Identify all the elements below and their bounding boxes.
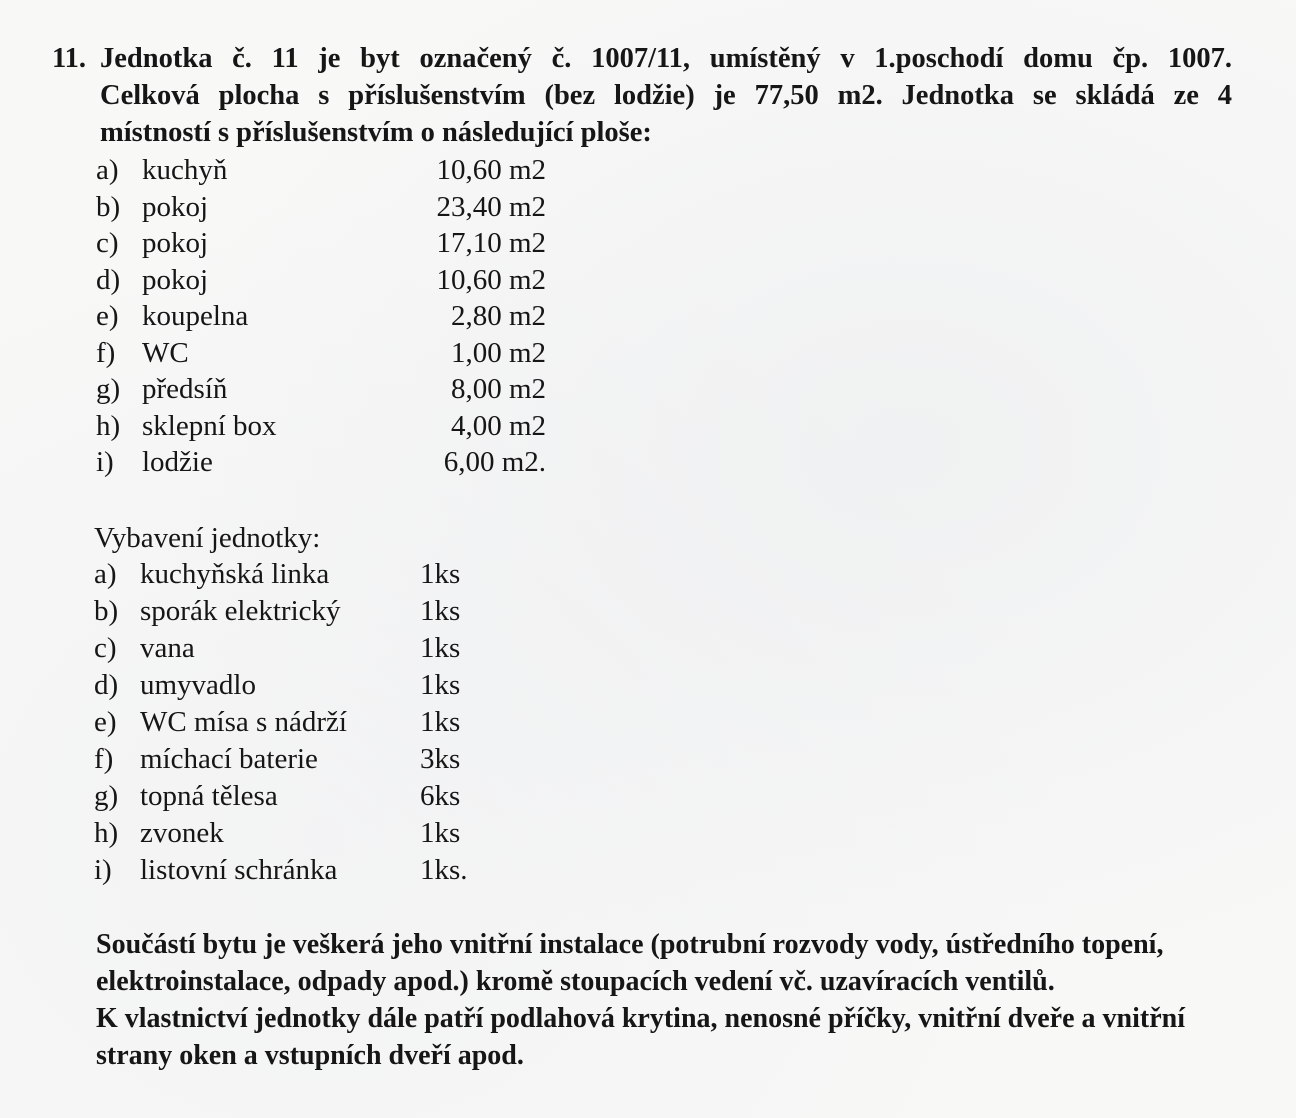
equipment-qty: 1ks xyxy=(420,706,461,738)
item-number: 11. xyxy=(52,43,87,74)
room-label: d) xyxy=(96,263,121,296)
equipment-qty: 1ks xyxy=(420,632,461,664)
equipment-name: umyvadlo xyxy=(140,669,256,701)
room-area: 2,80 m2 xyxy=(450,300,546,332)
intro-line-2: Celková plocha s příslušenstvím (bez lodžie) je 77,50 m2. Jednotka se skládá ze 4 xyxy=(100,80,1232,111)
room-area: 8,00 m2 xyxy=(450,373,546,405)
room-name: pokoj xyxy=(142,227,209,259)
equipment-label: g) xyxy=(94,780,119,812)
equipment-label: e) xyxy=(94,706,117,738)
room-label: c) xyxy=(96,227,119,259)
equipment-name: zvonek xyxy=(140,817,224,849)
equipment-label: c) xyxy=(94,632,117,664)
equipment-qty: 1ks. xyxy=(420,854,468,886)
room-name: sklepní box xyxy=(142,409,277,442)
room-area: 4,00 m2 xyxy=(450,409,546,442)
room-name: kuchyň xyxy=(142,154,228,186)
closing-paragraph xyxy=(96,926,1232,1074)
equipment-name: kuchyňská linka xyxy=(140,558,330,590)
closing-line-4: strany oken a vstupních dveří apod. xyxy=(96,1040,524,1071)
equipment-name: sporák elektrický xyxy=(140,595,341,627)
closing-line-3: K vlastnictví jednotky dále patří podlahová krytina, nenosné příčky, vnitřní dveře a vnitřní xyxy=(96,1003,1185,1034)
room-name: WC xyxy=(142,336,189,369)
room-label: a) xyxy=(96,154,119,186)
room-area: 1,00 m2 xyxy=(450,336,546,369)
room-label: i) xyxy=(96,446,114,478)
room-name: pokoj xyxy=(142,263,209,296)
room-name: pokoj xyxy=(142,190,209,223)
room-area: 10,60 m2 xyxy=(436,263,546,296)
equipment-qty: 1ks xyxy=(420,558,461,590)
equipment-qty: 1ks xyxy=(420,817,461,849)
room-area: 10,60 m2 xyxy=(436,154,546,186)
room-area: 6,00 m2. xyxy=(443,446,546,478)
equipment-label: a) xyxy=(94,558,117,590)
equipment-label: f) xyxy=(94,743,114,775)
room-label: b) xyxy=(96,190,121,223)
room-name: předsíň xyxy=(142,373,228,405)
equipment-heading: Vybavení jednotky: xyxy=(94,522,321,554)
room-label: f) xyxy=(96,336,116,369)
intro-line-3: místností s příslušenstvím o následující ploše: xyxy=(100,117,652,148)
equipment-label: h) xyxy=(94,817,119,849)
equipment-name: vana xyxy=(140,632,195,664)
equipment-qty: 1ks xyxy=(420,669,461,701)
equipment-name: topná tělesa xyxy=(140,780,278,812)
room-name: koupelna xyxy=(142,300,249,332)
equipment-qty: 1ks xyxy=(420,595,461,627)
room-area: 17,10 m2 xyxy=(436,227,546,259)
equipment-name: listovní schránka xyxy=(140,854,338,886)
equipment-name: WC mísa s nádrží xyxy=(140,706,347,738)
equipment-qty: 6ks xyxy=(420,780,461,812)
room-label: h) xyxy=(96,409,121,442)
equipment-label: d) xyxy=(94,669,119,701)
room-area: 23,40 m2 xyxy=(436,190,546,223)
equipment-label: b) xyxy=(94,595,119,627)
room-label: e) xyxy=(96,300,119,332)
room-label: g) xyxy=(96,373,121,405)
intro-line-1: Jednotka č. 11 je byt označený č. 1007/11, umístěný v 1.poschodí domu čp. 1007. xyxy=(100,43,1232,74)
closing-line-2: elektroinstalace, odpady apod.) kromě stoupacích vedení vč. uzavíracích ventilů. xyxy=(96,966,1055,997)
equipment-qty: 3ks xyxy=(420,743,461,775)
equipment-label: i) xyxy=(94,854,112,886)
closing-line-1: Součástí bytu je veškerá jeho vnitřní instalace (potrubní rozvody vody, ústředního topení, xyxy=(96,929,1164,960)
room-name: lodžie xyxy=(142,446,213,478)
unit-intro xyxy=(52,40,1232,151)
equipment-name: míchací baterie xyxy=(140,743,318,775)
